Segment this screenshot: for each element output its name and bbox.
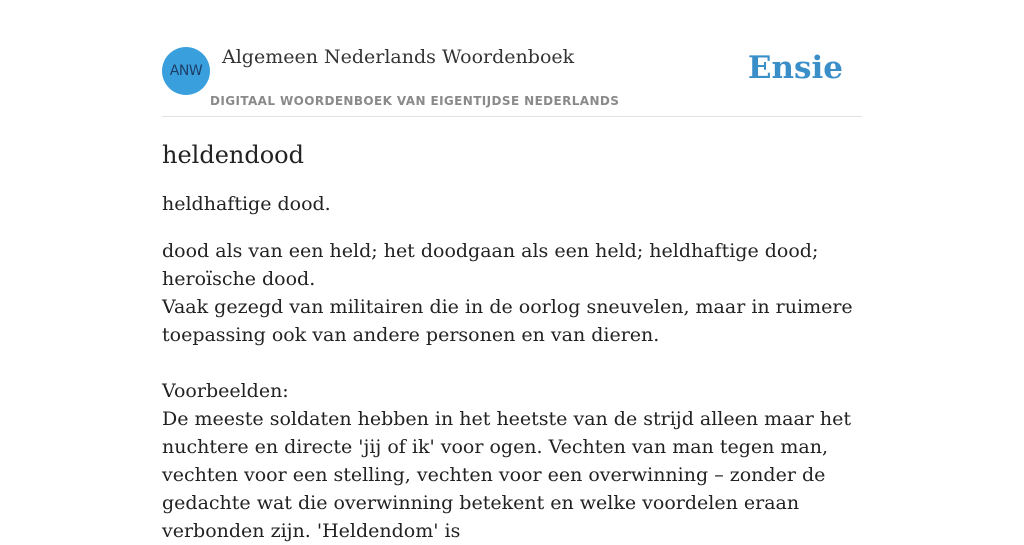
anw-logo[interactable] bbox=[162, 47, 210, 95]
long-definition bbox=[162, 237, 862, 545]
example-text: De meeste soldaten hebben in het heetste van de strijd alleen maar het nuchtere en directe 'jij of ik' voor ogen. Vechten van man tegen man, vechten voor een stelling, vechten voor een overwinning – zonder de gedachte wat die overwinning betekent en welke voordelen eraan verbonden zijn. 'Heldendom' is bbox=[162, 408, 852, 542]
site-title[interactable]: Algemeen Nederlands Woordenboek bbox=[222, 46, 575, 68]
headword: heldendood bbox=[162, 141, 304, 169]
spacer bbox=[162, 349, 862, 377]
site-header bbox=[162, 0, 862, 117]
short-definition: heldhaftige dood. bbox=[162, 193, 331, 215]
site-subtitle: DIGITAAL WOORDENBOEK VAN EIGENTIJDSE NEDERLANDS bbox=[210, 94, 620, 108]
ensie-brand-logo[interactable]: Ensie bbox=[747, 50, 843, 86]
definition-usage-note: Vaak gezegd van militairen die in de oorlog sneuvelen, maar in ruimere toepassing ook van andere personen en van dieren. bbox=[162, 296, 853, 346]
logo-text: ANW bbox=[169, 63, 203, 79]
page-container bbox=[162, 0, 862, 545]
definition-line: dood als van een held; het doodgaan als een held; heldhaftige dood; heroïsche dood. bbox=[162, 240, 819, 290]
examples-label: Voorbeelden: bbox=[162, 380, 289, 402]
